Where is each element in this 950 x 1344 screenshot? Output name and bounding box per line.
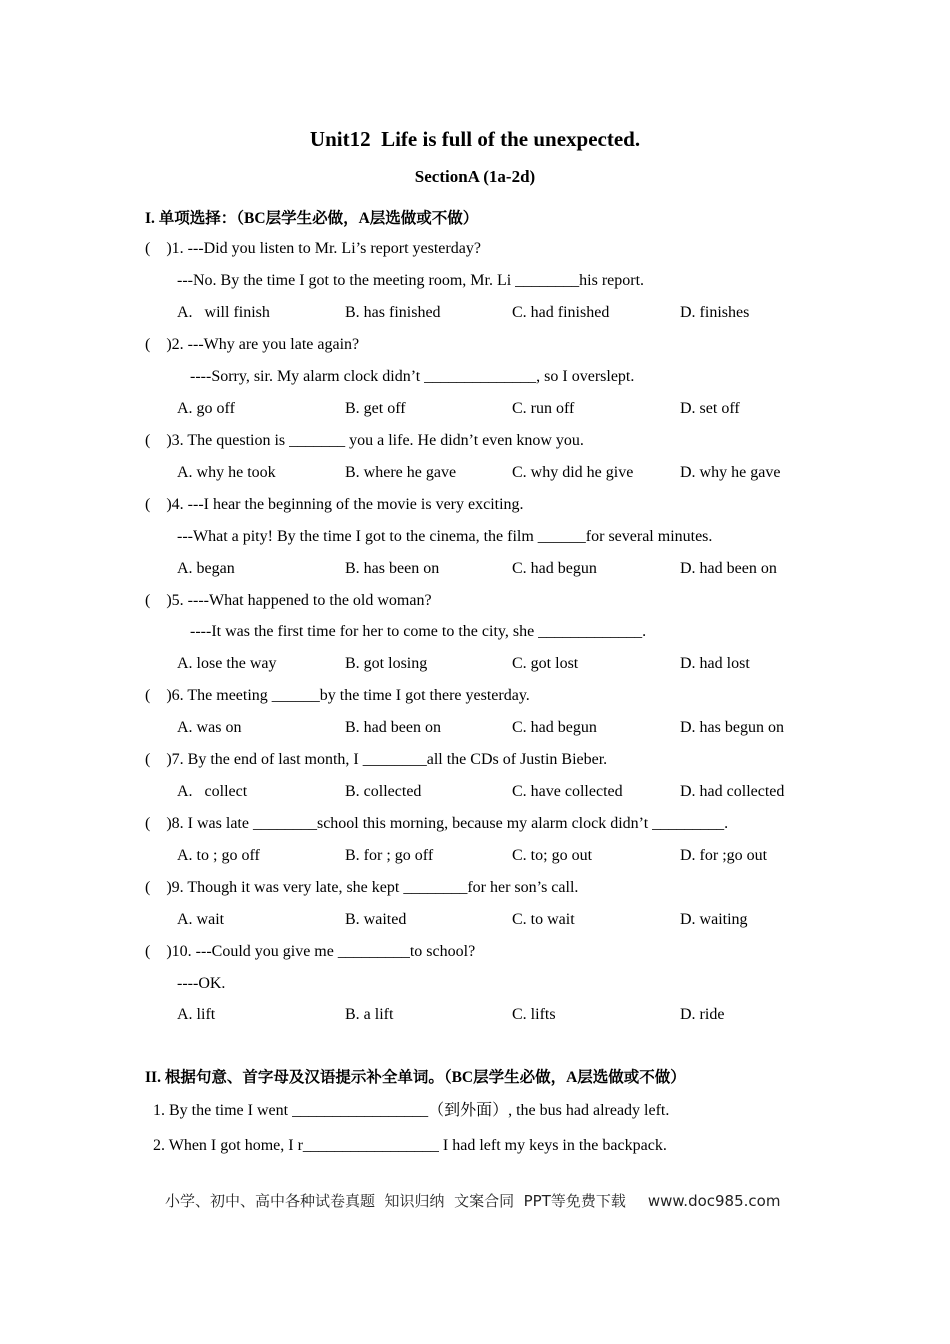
footer-url[interactable]: www.doc985.com (647, 1192, 781, 1210)
question-4-line-1: ( )4. ---I hear the beginning of the movie is very exciting. (145, 496, 524, 513)
question-8-option-a: A. to ; go off (177, 847, 260, 864)
question-7-line-1: ( )7. By the end of last month, I ________all the CDs of Justin Bieber. (145, 751, 608, 768)
fill-in-item-1: 1. By the time I went _________________（到外面）, the bus had already left. (153, 1102, 670, 1119)
question-9-option-c: C. to wait (512, 911, 575, 928)
question-5-line-2: ----It was the first time for her to come to the city, she _____________. (190, 623, 647, 640)
question-5-option-d: D. had lost (680, 655, 750, 672)
question-3-option-d: D. why he gave (680, 464, 781, 481)
question-1-option-b: B. has finished (345, 304, 441, 321)
question-10-option-b: B. a lift (345, 1006, 394, 1023)
section-1-heading: I. 单项选择：（BC层学生必做，A层选做或不做） (145, 210, 479, 227)
question-1-option-d: D. finishes (680, 304, 750, 321)
question-8-line-1: ( )8. I was late ________school this morning, because my alarm clock didn’t _________. (145, 815, 729, 832)
question-5-line-1: ( )5. ----What happened to the old woman? (145, 592, 432, 609)
question-10-option-d: D. ride (680, 1006, 725, 1023)
question-1-option-c: C. had finished (512, 304, 610, 321)
question-3-option-b: B. where he gave (345, 464, 457, 481)
question-9-line-1: ( )9. Though it was very late, she kept ________for her son’s call. (145, 879, 579, 896)
question-7-option-c: C. have collected (512, 783, 623, 800)
question-5-option-a: A. lose the way (177, 655, 277, 672)
question-7-option-d: D. had collected (680, 783, 785, 800)
question-7-option-b: B. collected (345, 783, 422, 800)
question-9-option-a: A. wait (177, 911, 225, 928)
question-10-option-c: C. lifts (512, 1006, 556, 1023)
question-6-option-a: A. was on (177, 719, 242, 736)
question-4-option-d: D. had been on (680, 560, 777, 577)
question-4-option-b: B. has been on (345, 560, 440, 577)
question-10-line-1: ( )10. ---Could you give me _________to school? (145, 943, 476, 960)
question-4-option-c: C. had begun (512, 560, 597, 577)
question-5-option-c: C. got lost (512, 655, 579, 672)
question-6-option-c: C. had begun (512, 719, 597, 736)
question-1-option-a: A. will finish (177, 304, 270, 321)
question-3-option-c: C. why did he give (512, 464, 634, 481)
page-footer (165, 1190, 780, 1211)
question-6-option-d: D. has begun on (680, 719, 784, 736)
question-2-option-c: C. run off (512, 400, 575, 417)
page-title: Unit12 Life is full of the unexpected. (309, 127, 641, 151)
question-2-option-d: D. set off (680, 400, 740, 417)
section-2-heading: II. 根据句意、首字母及汉语提示补全单词。（BC层学生必做，A层选做或不做） (145, 1069, 686, 1086)
question-10-option-a: A. lift (177, 1006, 216, 1023)
question-2-line-2: ----Sorry, sir. My alarm clock didn’t ______________, so I overslept. (190, 368, 635, 385)
question-3-option-a: A. why he took (177, 464, 276, 481)
question-2-option-b: B. get off (345, 400, 406, 417)
question-4-option-a: A. began (177, 560, 235, 577)
question-7-option-a: A. collect (177, 783, 248, 800)
question-8-option-b: B. for ; go off (345, 847, 434, 864)
page-subtitle: SectionA (1a-2d) (414, 167, 536, 186)
question-1-line-2: ---No. By the time I got to the meeting room, Mr. Li ________his report. (177, 272, 645, 289)
question-9-option-b: B. waited (345, 911, 407, 928)
question-6-line-1: ( )6. The meeting ______by the time I got there yesterday. (145, 687, 530, 704)
question-4-line-2: ---What a pity! By the time I got to the cinema, the film ______for several minutes. (177, 528, 713, 545)
fill-in-item-2: 2. When I got home, I r_________________ I had left my keys in the backpack. (153, 1137, 667, 1154)
question-8-option-d: D. for ;go out (680, 847, 768, 864)
question-5-option-b: B. got losing (345, 655, 428, 672)
question-2-option-a: A. go off (177, 400, 235, 417)
question-8-option-c: C. to; go out (512, 847, 593, 864)
footer-text: 小学、初中、高中各种试卷真题 知识归纳 文案合同 PPT等免费下载 (165, 1192, 626, 1210)
question-10-line-2: ----OK. (177, 975, 226, 992)
question-6-option-b: B. had been on (345, 719, 441, 736)
question-9-option-d: D. waiting (680, 911, 748, 928)
question-3-line-1: ( )3. The question is _______ you a life. He didn’t even know you. (145, 432, 584, 449)
question-2-line-1: ( )2. ---Why are you late again? (145, 336, 360, 353)
question-1-line-1: ( )1. ---Did you listen to Mr. Li’s report yesterday? (145, 240, 481, 257)
